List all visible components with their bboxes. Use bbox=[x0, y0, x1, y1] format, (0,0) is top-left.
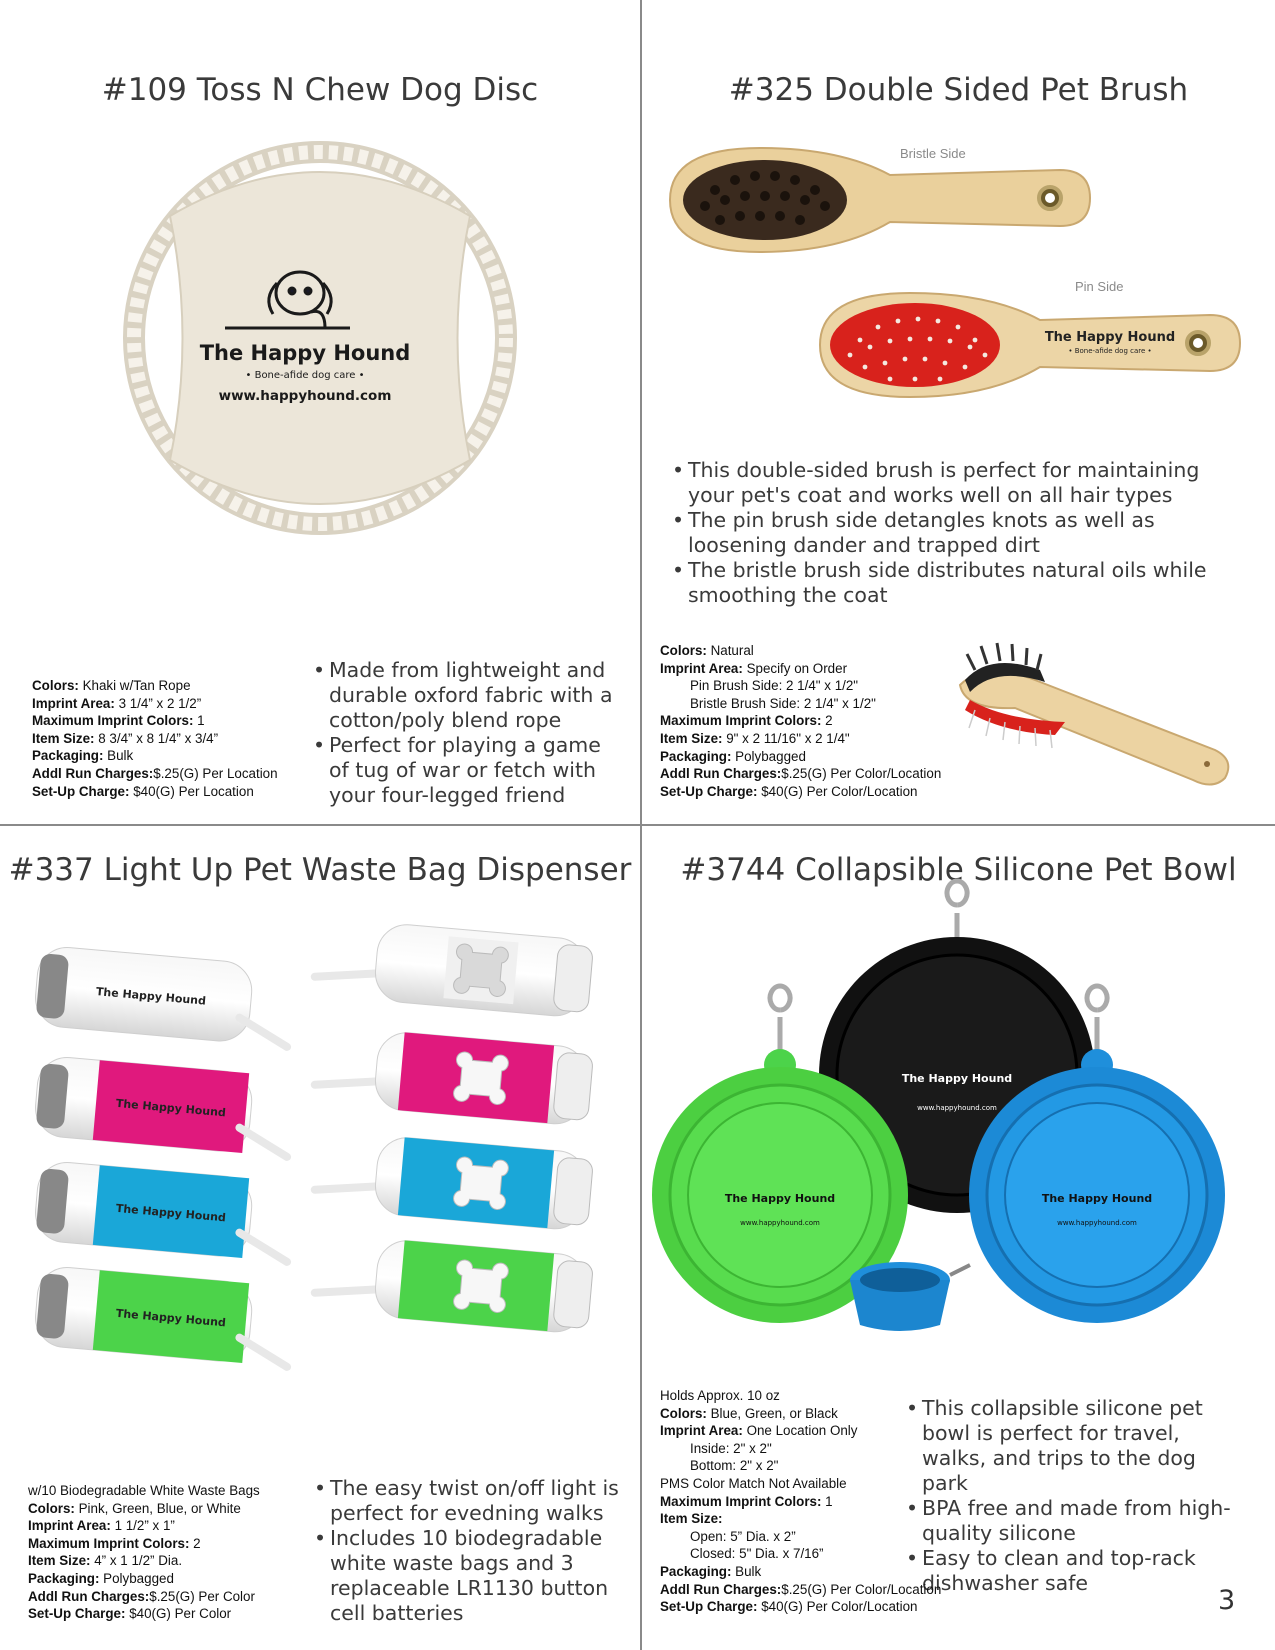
spec-value: Pink, Green, Blue, or White bbox=[74, 1500, 241, 1516]
specs-109 bbox=[32, 677, 278, 800]
spec-label: Colors: bbox=[28, 1500, 75, 1516]
dispenser-logo-name: The Happy Hound bbox=[115, 1306, 227, 1330]
specs-3744 bbox=[660, 1387, 941, 1616]
horizontal-divider bbox=[0, 824, 1275, 826]
spec-value: $.25(G) Per Color/Location bbox=[781, 1581, 942, 1597]
spec-value: Bulk bbox=[731, 1563, 762, 1579]
spec-value: Pin Brush Side: 2 1/4" x 1/2" bbox=[690, 678, 859, 694]
spec-value: Bottom: 2" x 2" bbox=[690, 1458, 779, 1474]
spec-value: Bulk bbox=[103, 748, 134, 764]
spec-line bbox=[660, 1457, 941, 1475]
double-brush-side-image bbox=[945, 640, 1245, 790]
spec-value: $40(G) Per Color/Location bbox=[757, 783, 918, 799]
spec-value: 1 1/2” x 1” bbox=[110, 1518, 175, 1534]
spec-value: 2 bbox=[821, 713, 833, 729]
logo-url: www.happyhound.com bbox=[218, 388, 392, 404]
spec-label: Maximum Imprint Colors: bbox=[28, 1535, 190, 1551]
bullet-item: • Perfect for playing a game of tug of war or fetch with your four-legged friend bbox=[313, 733, 623, 808]
dog-disc-image bbox=[115, 138, 525, 543]
bowl-logo-url: www.happyhound.com bbox=[1057, 1219, 1137, 1227]
spec-label: Imprint Area: bbox=[28, 1518, 111, 1534]
bullets-337 bbox=[314, 1476, 619, 1626]
spec-value: $.25(G) Per Location bbox=[153, 765, 278, 781]
white-dispenser-bone bbox=[313, 917, 594, 1019]
bowl-logo-name: The Happy Hound bbox=[724, 1192, 836, 1205]
spec-value: $.25(G) Per Color/Location bbox=[781, 766, 942, 782]
bag-dispensers-image bbox=[30, 915, 620, 1395]
spec-label: Addl Run Charges: bbox=[660, 1581, 782, 1597]
page-number: 3 bbox=[1218, 1585, 1236, 1616]
spec-line bbox=[660, 695, 941, 713]
spec-label: Packaging: bbox=[32, 748, 104, 764]
spec-line bbox=[28, 1535, 260, 1553]
spec-line bbox=[660, 677, 941, 695]
spec-value: 1 bbox=[821, 1493, 833, 1509]
spec-line bbox=[32, 747, 278, 765]
product-title-3744: #3744 Collapsible Silicone Pet Bowl bbox=[680, 852, 1237, 888]
spec-line bbox=[28, 1552, 260, 1570]
bowl-logo-url: www.happyhound.com bbox=[740, 1219, 820, 1227]
fabric-disc-icon bbox=[170, 172, 470, 504]
spec-line bbox=[660, 1598, 941, 1616]
spec-line bbox=[660, 1581, 941, 1599]
spec-label: Item Size: bbox=[32, 730, 95, 746]
product-title-109: #109 Toss N Chew Dog Disc bbox=[101, 72, 539, 108]
spec-value: 4” x 1 1/2” Dia. bbox=[90, 1553, 183, 1569]
spec-line bbox=[660, 712, 941, 730]
spec-label: Set-Up Charge: bbox=[32, 783, 130, 799]
bullet-item: • This double-sided brush is perfect for maintaining your pet's coat and works well on all hair types bbox=[672, 458, 1232, 508]
spec-line bbox=[660, 730, 941, 748]
spec-value: Khaki w/Tan Rope bbox=[78, 678, 191, 693]
spec-value: Open: 5” Dia. x 2” bbox=[690, 1528, 796, 1544]
bullet-item: • Made from lightweight and durable oxford fabric with a cotton/poly blend rope bbox=[313, 658, 623, 733]
spec-line bbox=[28, 1588, 260, 1606]
spec-line bbox=[32, 765, 278, 783]
spec-line bbox=[660, 1422, 941, 1440]
cyan-dispenser-logo bbox=[33, 1160, 294, 1262]
spec-line bbox=[660, 642, 941, 660]
spec-label: Maximum Imprint Colors: bbox=[660, 1493, 822, 1509]
spec-value: Blue, Green, or Black bbox=[706, 1405, 838, 1421]
bullet-item: • This collapsible silicone pet bowl is perfect for travel, walks, and trips to the dog park bbox=[906, 1396, 1246, 1496]
green-dispenser-bone bbox=[313, 1233, 594, 1335]
spec-value: $40(G) Per Location bbox=[129, 783, 254, 799]
spec-line bbox=[660, 1493, 941, 1511]
spec-value: 3 1/4” x 2 1/2” bbox=[114, 695, 202, 711]
product-title-325: #325 Double Sided Pet Brush bbox=[728, 72, 1189, 108]
spec-label: Packaging: bbox=[28, 1570, 100, 1586]
spec-value: Polybagged bbox=[99, 1570, 174, 1586]
specs-325 bbox=[660, 642, 941, 800]
bullet-item: • The bristle brush side distributes natural oils while smoothing the coat bbox=[672, 558, 1232, 608]
spec-line bbox=[660, 1510, 941, 1528]
spec-line bbox=[32, 677, 278, 695]
pink-dispenser-bone bbox=[313, 1025, 594, 1127]
spec-label: Set-Up Charge: bbox=[28, 1606, 126, 1622]
spec-value: $40(G) Per Color/Location bbox=[757, 1599, 918, 1615]
specs-337 bbox=[28, 1482, 260, 1623]
spec-value: Holds Approx. 10 oz bbox=[660, 1388, 780, 1403]
spec-line bbox=[660, 1405, 941, 1423]
spec-label: Item Size: bbox=[28, 1553, 91, 1569]
spec-value: 9" x 2 11/16" x 2 1/4" bbox=[722, 730, 850, 746]
spec-value: 1 bbox=[193, 713, 205, 729]
cyan-dispenser-bone bbox=[313, 1130, 594, 1232]
dispenser-logo-name: The Happy Hound bbox=[115, 1096, 227, 1120]
caption-bristle-side: Bristle Side bbox=[900, 146, 966, 161]
spec-label: Addl Run Charges: bbox=[660, 766, 782, 782]
spec-line bbox=[32, 695, 278, 713]
logo-tagline: • Bone-afide dog care • bbox=[245, 370, 365, 381]
spec-line bbox=[32, 730, 278, 748]
dispenser-logo-name: The Happy Hound bbox=[95, 985, 207, 1008]
spec-label: Colors: bbox=[660, 643, 707, 658]
spec-label: Addl Run Charges: bbox=[32, 765, 154, 781]
spec-line bbox=[660, 783, 941, 801]
spec-value: Closed: 5" Dia. x 7/16” bbox=[690, 1546, 824, 1562]
bullet-item: • The easy twist on/off light is perfect for evedning walks bbox=[314, 1476, 619, 1526]
spec-line bbox=[28, 1517, 260, 1535]
spec-label: Packaging: bbox=[660, 748, 732, 764]
spec-line bbox=[28, 1570, 260, 1588]
spec-label: Item Size: bbox=[660, 730, 723, 746]
pink-dispenser-logo bbox=[33, 1055, 294, 1157]
spec-line bbox=[660, 1563, 941, 1581]
bristle-brush-image bbox=[660, 140, 1100, 260]
spec-line bbox=[32, 712, 278, 730]
spec-value: Natural bbox=[706, 643, 754, 658]
spec-label: Packaging: bbox=[660, 1563, 732, 1579]
spec-line bbox=[660, 748, 941, 766]
spec-line bbox=[32, 783, 278, 801]
green-dispenser-logo bbox=[33, 1265, 294, 1367]
logo-name: The Happy Hound bbox=[199, 341, 411, 365]
spec-label: Imprint Area: bbox=[660, 660, 743, 676]
spec-line bbox=[660, 765, 941, 783]
spec-value: Bristle Brush Side: 2 1/4" x 1/2" bbox=[690, 695, 876, 711]
spec-value: $.25(G) Per Color bbox=[149, 1588, 255, 1604]
bullets-3744 bbox=[906, 1396, 1246, 1596]
brush-logo-name: The Happy Hound bbox=[1044, 330, 1176, 345]
bullets-109 bbox=[313, 658, 623, 808]
spec-value: PMS Color Match Not Available bbox=[660, 1475, 847, 1491]
spec-label: Imprint Area: bbox=[660, 1423, 743, 1439]
spec-line bbox=[660, 660, 941, 678]
open-bowl-icon bbox=[850, 1262, 970, 1331]
spec-line bbox=[660, 1528, 941, 1546]
spec-value: 2 bbox=[189, 1535, 201, 1551]
spec-label: Imprint Area: bbox=[32, 695, 115, 711]
spec-value: 8 3/4” x 8 1/4” x 3/4” bbox=[94, 730, 219, 746]
bullets-325 bbox=[672, 458, 1232, 608]
bullet-item: • Includes 10 biodegradable white waste bags and 3 replaceable LR1130 button cell batteries bbox=[314, 1526, 619, 1626]
bowl-logo-name: The Happy Hound bbox=[901, 1072, 1013, 1085]
spec-label: Set-Up Charge: bbox=[660, 783, 758, 799]
caption-pin-side: Pin Side bbox=[1075, 279, 1124, 294]
brush-logo-tagline: • Bone-afide dog care • bbox=[1068, 347, 1152, 355]
spec-line bbox=[660, 1440, 941, 1458]
bowl-logo-url: www.happyhound.com bbox=[917, 1104, 997, 1112]
spec-line bbox=[660, 1545, 941, 1563]
spec-value: Polybagged bbox=[731, 748, 806, 764]
spec-value: $40(G) Per Color bbox=[125, 1606, 232, 1622]
bullet-item: • The pin brush side detangles knots as well as loosening dander and trapped dirt bbox=[672, 508, 1232, 558]
spec-label: Addl Run Charges: bbox=[28, 1588, 150, 1604]
spec-line bbox=[28, 1482, 260, 1500]
spec-line bbox=[28, 1500, 260, 1518]
spec-value: One Location Only bbox=[742, 1423, 858, 1439]
spec-value: Inside: 2" x 2" bbox=[690, 1440, 772, 1456]
pin-brush-image bbox=[810, 285, 1250, 405]
spec-line bbox=[28, 1605, 260, 1623]
spec-label: Set-Up Charge: bbox=[660, 1599, 758, 1615]
dispenser-logo-name: The Happy Hound bbox=[115, 1201, 227, 1225]
white-dispenser-logo bbox=[33, 945, 294, 1047]
bullet-item: • Easy to clean and top-rack dishwasher safe bbox=[906, 1546, 1246, 1596]
bowl-logo-name: The Happy Hound bbox=[1041, 1192, 1153, 1205]
spec-label: Item Size: bbox=[660, 1511, 723, 1527]
spec-line bbox=[660, 1387, 941, 1405]
spec-label: Colors: bbox=[660, 1405, 707, 1421]
spec-value: Specify on Order bbox=[742, 660, 848, 676]
bullet-item: • BPA free and made from high-quality silicone bbox=[906, 1496, 1246, 1546]
product-title-337: #337 Light Up Pet Waste Bag Dispenser bbox=[8, 852, 632, 888]
spec-label: Maximum Imprint Colors: bbox=[660, 713, 822, 729]
spec-line bbox=[660, 1475, 941, 1493]
silicone-bowls-image bbox=[665, 905, 1255, 1345]
spec-label: Colors: bbox=[32, 678, 79, 693]
spec-label: Maximum Imprint Colors: bbox=[32, 713, 194, 729]
spec-value: w/10 Biodegradable White Waste Bags bbox=[28, 1483, 260, 1498]
